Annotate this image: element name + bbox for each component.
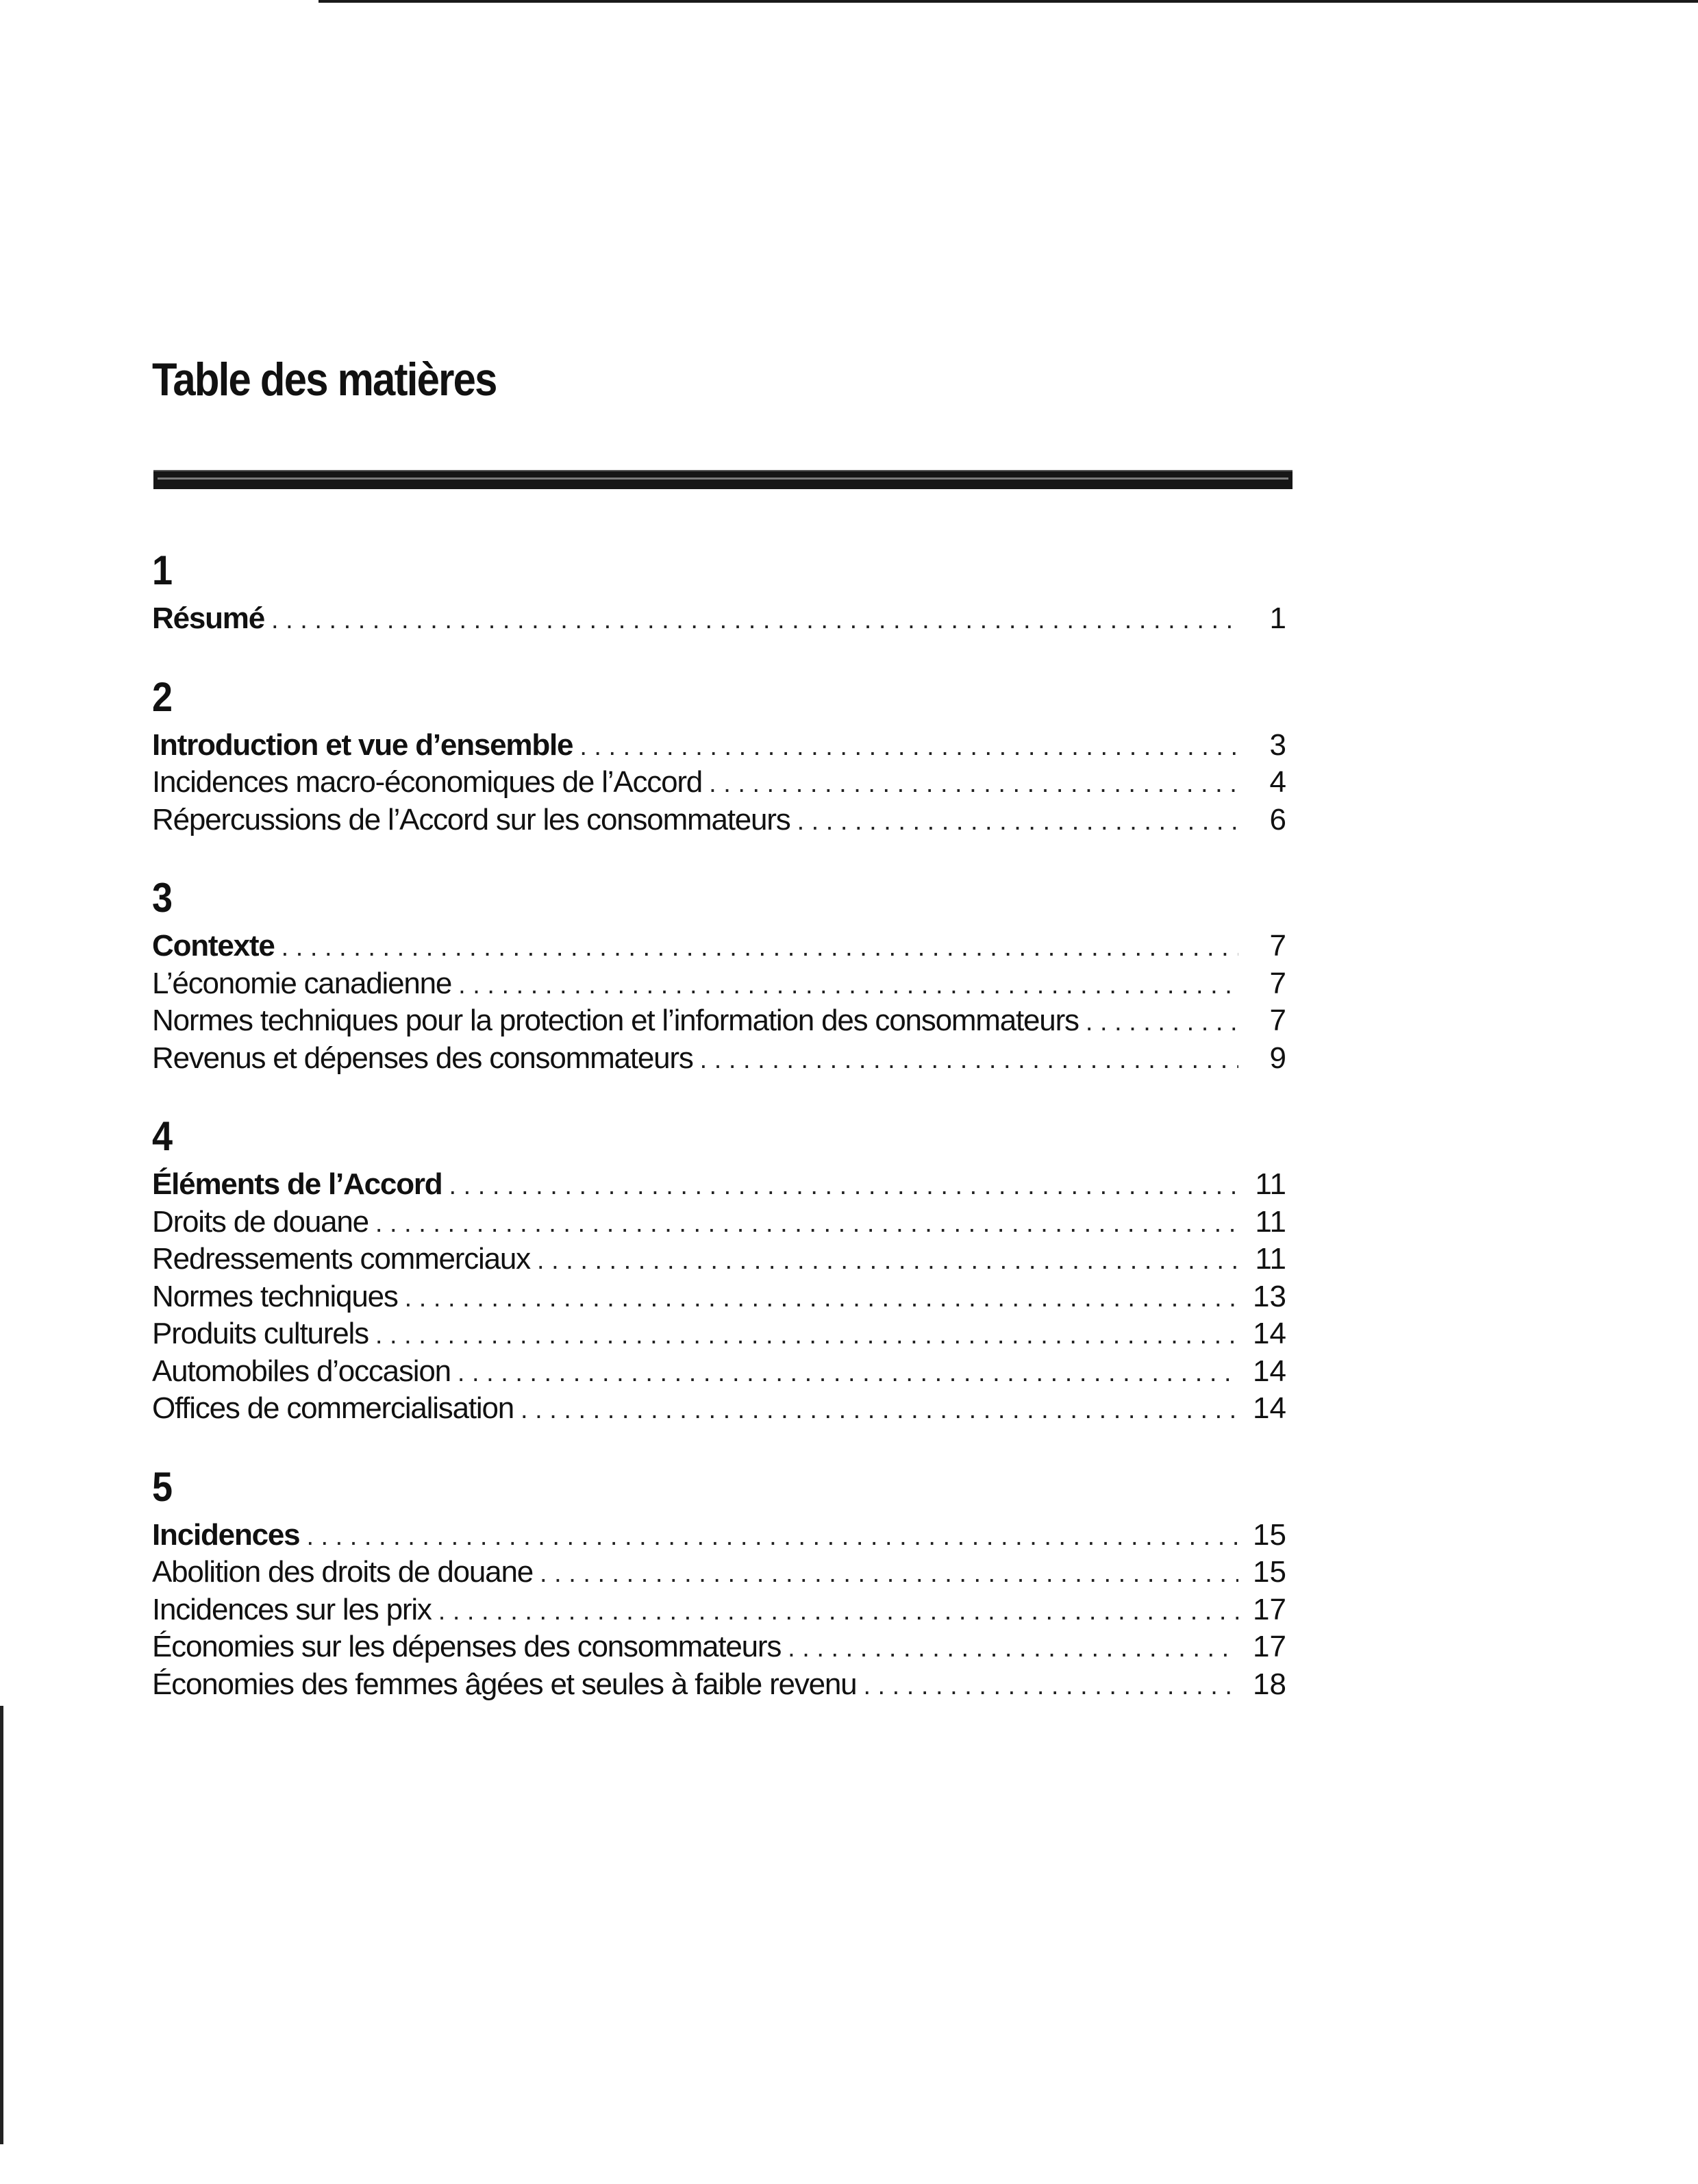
dot-leader <box>271 601 1238 639</box>
toc-page-number: 4 <box>1269 765 1286 799</box>
toc-page-number: 3 <box>1269 728 1286 762</box>
toc-entry-label: Économies des femmes âgées et seules à faible revenu <box>152 1667 857 1701</box>
section-spacer <box>152 1077 1286 1107</box>
chapter-number: 5 <box>152 1463 173 1510</box>
dot-leader <box>458 967 1238 1004</box>
toc-entry-label: Automobiles d’occasion <box>152 1354 451 1388</box>
toc-entry <box>152 764 1286 802</box>
section-spacer <box>152 1428 1286 1458</box>
toc-page-number: 11 <box>1255 1204 1286 1239</box>
toc-page-number: 11 <box>1255 1167 1286 1201</box>
chapter-number: 4 <box>152 1113 173 1159</box>
toc-entry-label: Éléments de l’Accord <box>152 1167 442 1201</box>
toc-entry <box>152 1002 1286 1040</box>
dot-leader <box>521 1391 1238 1429</box>
dot-leader <box>579 728 1238 766</box>
dot-leader <box>458 1354 1238 1392</box>
toc-page-number: 13 <box>1253 1279 1286 1313</box>
toc-page-number: 6 <box>1269 802 1286 836</box>
dot-leader <box>709 765 1238 803</box>
title-divider-bar <box>153 470 1293 489</box>
toc-entry-label: Offices de commercialisation <box>152 1391 514 1425</box>
toc-entry-label: Normes techniques <box>152 1279 398 1313</box>
toc-chapter-heading <box>152 600 1286 638</box>
toc-entry-label: Incidences macro-économiques de l’Accord <box>152 765 703 799</box>
toc-page-number: 7 <box>1269 929 1286 963</box>
toc-entry <box>152 802 1286 839</box>
toc-entry-label: Résumé <box>152 601 264 635</box>
dot-leader <box>306 1518 1238 1556</box>
dot-leader <box>282 929 1238 967</box>
toc-page-number: 14 <box>1253 1354 1286 1388</box>
toc-page-number: 14 <box>1253 1391 1286 1425</box>
toc-entry <box>152 1666 1286 1704</box>
toc-page-number: 17 <box>1253 1592 1286 1626</box>
toc-page-number: 7 <box>1269 1004 1286 1037</box>
dot-leader <box>449 1167 1238 1205</box>
scan-edge-mark <box>0 1706 3 2144</box>
toc-entry-label: Abolition des droits de douane <box>152 1555 533 1589</box>
toc-entry-label: Introduction et vue d’ensemble <box>152 728 573 762</box>
chapter-number: 2 <box>152 673 173 720</box>
toc-entry <box>152 1353 1286 1391</box>
toc-entry-label: Économies sur les dépenses des consommateurs <box>152 1630 782 1663</box>
toc-entry-label: Produits culturels <box>152 1317 369 1350</box>
toc-entry-label: Redressements commerciaux <box>152 1242 530 1276</box>
toc-entry <box>152 965 1286 1003</box>
toc-entry <box>152 1628 1286 1666</box>
toc-entry <box>152 1315 1286 1353</box>
toc-entry <box>152 1390 1286 1428</box>
toc-page-number: 9 <box>1269 1041 1286 1075</box>
toc-chapter-heading <box>152 1166 1286 1204</box>
toc-page-number: 15 <box>1253 1555 1286 1589</box>
toc-page-number: 18 <box>1253 1667 1286 1701</box>
dot-leader <box>405 1280 1238 1317</box>
toc-page-number: 17 <box>1253 1630 1286 1663</box>
toc-entry-label: Incidences <box>152 1517 300 1552</box>
page-title: Table des matières <box>152 353 497 406</box>
dot-leader <box>438 1593 1238 1630</box>
top-border-line <box>319 0 1698 3</box>
toc-entry <box>152 1591 1286 1629</box>
toc-entry-label: Incidences sur les prix <box>152 1592 432 1626</box>
toc-entry-label: Revenus et dépenses des consommateurs <box>152 1041 693 1075</box>
dot-leader <box>863 1667 1238 1705</box>
toc-chapter-heading <box>152 1517 1286 1554</box>
toc-entry <box>152 1241 1286 1278</box>
toc-entry-label: Normes techniques pour la protection et l’information des consommateurs <box>152 1004 1079 1037</box>
dot-leader <box>797 803 1238 841</box>
toc-page-number: 14 <box>1253 1317 1286 1350</box>
toc-entry <box>152 1040 1286 1078</box>
toc-page-number: 11 <box>1255 1242 1286 1276</box>
dot-leader <box>788 1630 1238 1667</box>
dot-leader <box>375 1317 1238 1354</box>
toc-chapter-heading <box>152 928 1286 965</box>
toc-page-number: 1 <box>1269 601 1286 635</box>
dot-leader <box>537 1242 1238 1280</box>
section-spacer <box>152 839 1286 869</box>
dot-leader <box>700 1041 1238 1079</box>
toc-entry <box>152 1554 1286 1591</box>
toc-entry-label: Répercussions de l’Accord sur les consommateurs <box>152 802 790 836</box>
table-of-contents <box>152 541 1286 1703</box>
chapter-number: 1 <box>152 547 173 593</box>
section-spacer <box>152 638 1286 668</box>
toc-page-number: 15 <box>1253 1517 1286 1552</box>
chapter-number: 3 <box>152 875 173 921</box>
toc-entry-label: Droits de douane <box>152 1204 369 1239</box>
toc-entry-label: L’économie canadienne <box>152 966 452 1000</box>
dot-leader <box>1086 1004 1238 1041</box>
toc-entry <box>152 1278 1286 1316</box>
dot-leader <box>375 1205 1238 1243</box>
toc-page-number: 7 <box>1269 966 1286 1000</box>
dot-leader <box>540 1555 1238 1593</box>
toc-entry <box>152 1204 1286 1241</box>
toc-entry-label: Contexte <box>152 929 275 963</box>
toc-chapter-heading <box>152 727 1286 765</box>
